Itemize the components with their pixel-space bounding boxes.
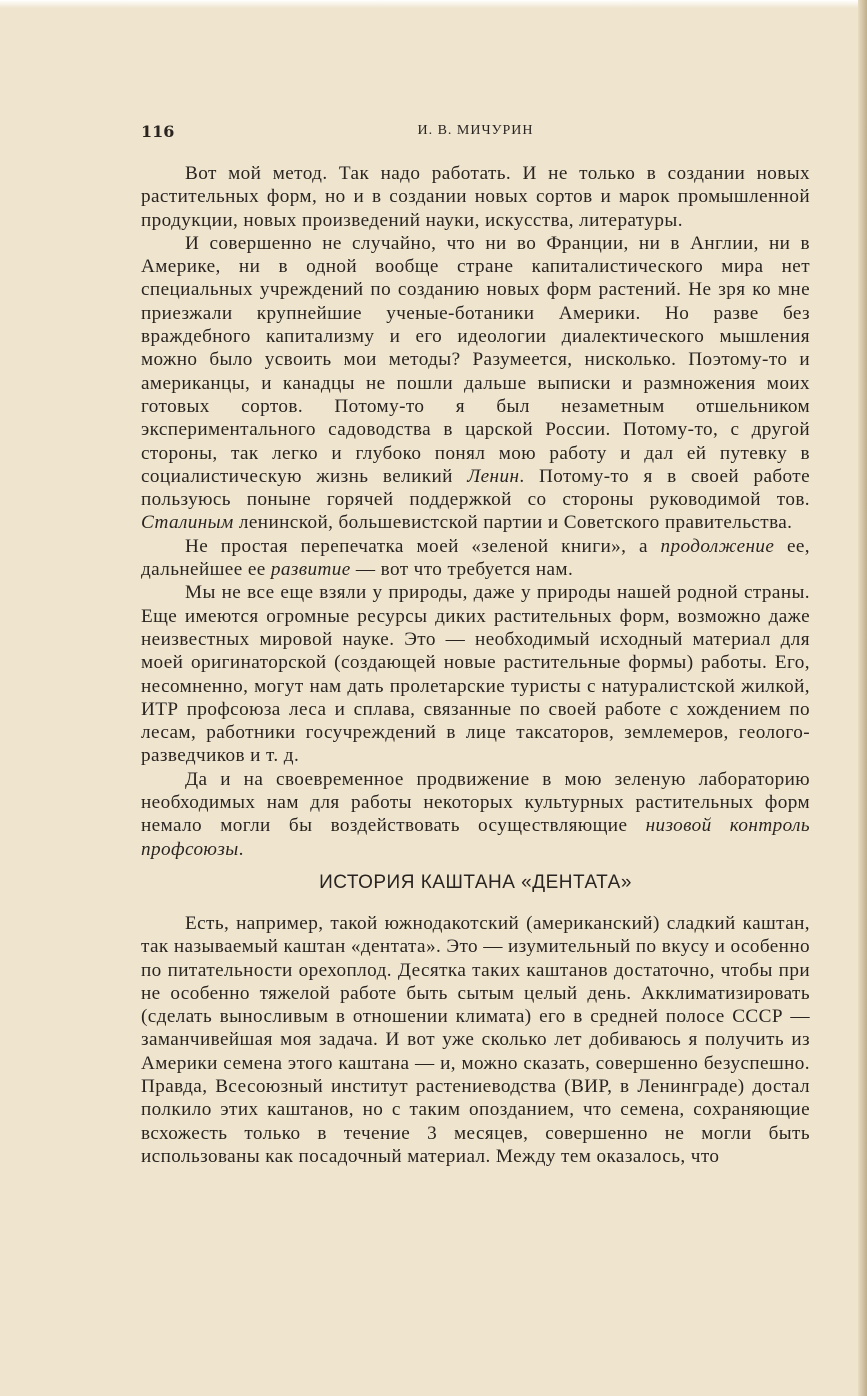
- text-run: И совершенно не случайно, что ни во Франции, ни в Англии, ни в Америке, ни в одной вообще стране капиталистического мира нет специальных учреждений по созданию новых форм растений. Не зря ко мне приезжали крупнейшие ученые-ботаники Америки. Но разве без враждебного капитализму и его идеологии диалектического мышления можно было усвоить мои методы? Разумеется, нисколько. Поэтому-то и американцы, и канадцы не пошли дальше выписки и размножения моих готовых сортов. Потому-то я был незаметным отшельником экспериментального садоводства в царской России. Потому-то, с другой стороны, так легко и глубоко понял мою работу и дал ей путевку в социалистическую жизнь великий: [141, 232, 810, 487]
- page-top-edge: [0, 0, 867, 8]
- page-number: 116: [141, 122, 175, 141]
- text-run: ленинской, большевистской партии и Советского правительства.: [233, 512, 793, 534]
- page-right-edge: [858, 0, 867, 1396]
- section-title: ИСТОРИЯ КАШТАНА «ДЕНТАТА»: [319, 872, 632, 893]
- italic-text: развитие: [270, 559, 351, 581]
- text-run: ее, дальнейшее ее: [141, 535, 810, 581]
- text-run: Есть, например, такой южнодакотский (американский) сладкий каштан, так называемый каштан «дентата». Это — изумительный по вкусу и особенно по питательности орехоплод. Десятка таких каштанов достаточно, чтобы при не особенно тяжелой работе быть сытым целый день. Акклиматизировать (сделать выносливым в отношении климата) его в средней полосе СССР — заманчивейшая моя задача. И вот уже сколько лет добиваюсь я получить из Америки семена этого каштана — и, можно сказать, совершенно безуспешно. Правда, Всесоюзный институт растениеводства (ВИР, в Ленинграде) достал полкило этих каштанов, но с таким опозданием, что семена, сохраняющие всхожесть только в течение 3 месяцев, совершенно не могли быть использованы как посадочный материал. Между тем оказалось, что: [141, 913, 810, 1167]
- text-run: — вот что требуется нам.: [350, 559, 574, 581]
- section-text: [141, 912, 810, 1168]
- paragraph: [141, 768, 810, 861]
- paragraph: [141, 535, 810, 582]
- paragraph: [141, 162, 810, 232]
- text-run: Вот мой метод. Так надо работать. И не только в создании новых растительных форм, но и в создании новых сортов и марок промышленной продукции, новых произведений науки, искусства, литературы.: [141, 163, 810, 231]
- italic-text: низовой контроль профсоюзы: [141, 815, 810, 860]
- text-run: . Потому-то я в своей работе пользуюсь поныне горячей поддержкой со стороны руководимой тов.: [141, 465, 810, 511]
- running-head: И. В. МИЧУРИН: [417, 123, 534, 138]
- page-header: [141, 122, 810, 144]
- paragraph: [141, 581, 810, 767]
- main-text: [141, 162, 810, 861]
- text-run: Мы не все еще взяли у природы, даже у природы нашей родной страны. Еще имеются огромные ресурсы диких растительных форм, возможно даже неизвестных мировой науке. Это — необходимый исходный материал для моей оригинаторской (создающей новые растительные формы) работы. Его, несомненно, могут нам дать пролетарские туристы с натуралистской жилкой, ИТР профсоюза леса и сплава, связанные по своей работе с хождением по лесам, работники госучреждений в лице таксаторов, землемеров, геолого-разведчиков и т. д.: [141, 582, 810, 767]
- text-run: Да и на своевременное продвижение в мою зеленую лабораторию необходимых нам для работы некоторых культурных растительных форм немало могли бы воздействовать осуществляющие: [141, 768, 810, 837]
- italic-text: продолжение: [660, 535, 775, 557]
- italic-text: Ленин: [467, 465, 520, 487]
- text-run: .: [238, 838, 244, 860]
- text-run: Не простая перепечатка моей «зеленой книги», а: [185, 535, 661, 557]
- paragraph: [141, 912, 810, 1168]
- paragraph: [141, 232, 810, 535]
- italic-text: Сталиным: [141, 512, 234, 534]
